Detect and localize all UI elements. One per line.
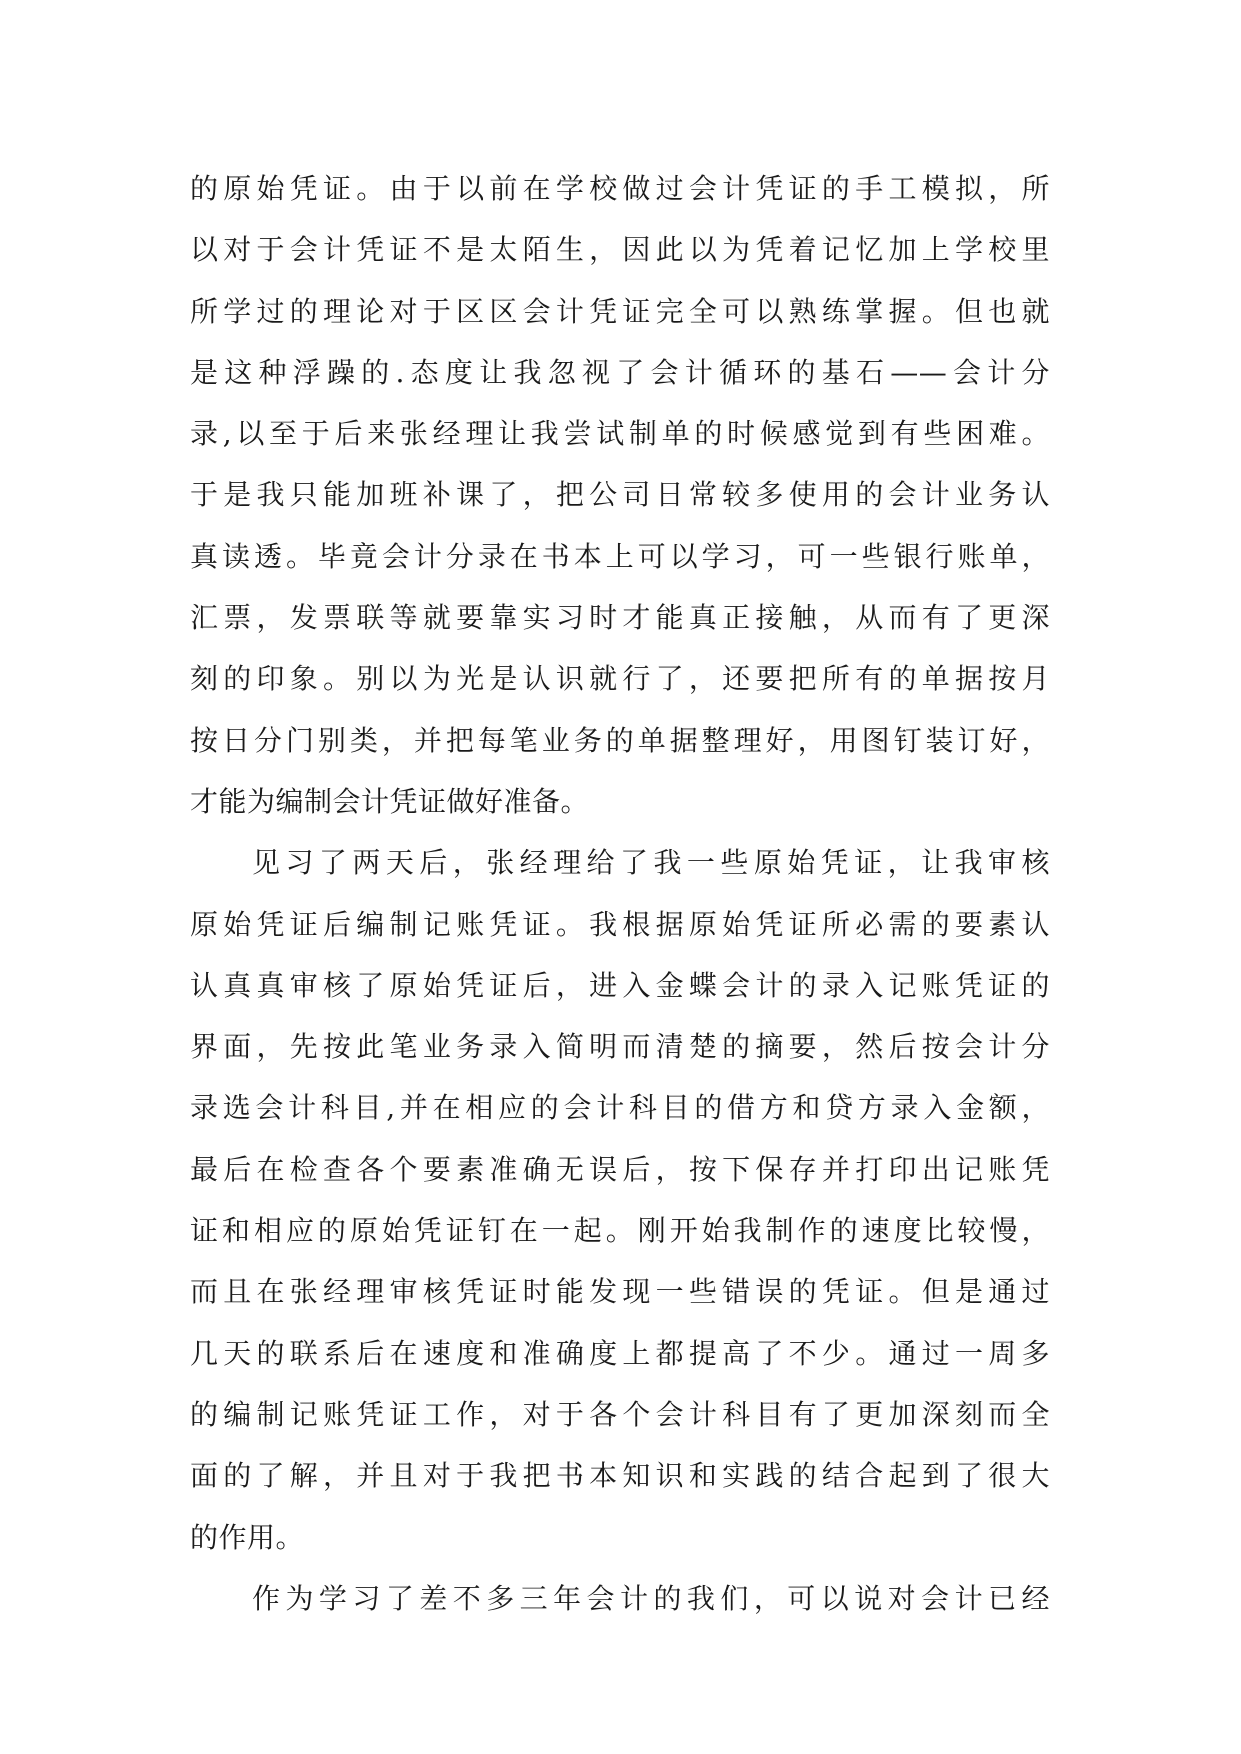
text-line: 认真真审核了原始凭证后，进入金蝶会计的录入记账凭证的 xyxy=(190,968,1050,1002)
text-line: 最后在检查各个要素准确无误后，按下保存并打印出记账凭 xyxy=(190,1152,1050,1186)
text-line: 才能为编制会计凭证做好准备。 xyxy=(190,784,590,818)
text-line: 面的了解，并且对于我把书本知识和实践的结合起到了很大 xyxy=(190,1459,1050,1493)
text-line: 的作用。 xyxy=(190,1520,305,1554)
text-line: 所学过的理论对于区区会计凭证完全可以熟练掌握。但也就 xyxy=(190,294,1050,328)
text-line: 原始凭证后编制记账凭证。我根据原始凭证所必需的要素认 xyxy=(190,907,1050,941)
text-line: 录选会计科目,并在相应的会计科目的借方和贷方录入金额， xyxy=(190,1091,1050,1125)
text-line: 录,以至于后来张经理让我尝试制单的时候感觉到有些困难。 xyxy=(190,417,1050,451)
text-line: 真读透。毕竟会计分录在书本上可以学习，可一些银行账单， xyxy=(190,539,1050,573)
text-line: 是这种浮躁的.态度让我忽视了会计循环的基石——会计分 xyxy=(190,355,1050,389)
body-text xyxy=(190,158,1050,1629)
text-line: 而且在张经理审核凭证时能发现一些错误的凭证。但是通过 xyxy=(190,1275,1050,1309)
text-line: 汇票，发票联等就要靠实习时才能真正接触，从而有了更深 xyxy=(190,601,1050,635)
text-line: 于是我只能加班补课了，把公司日常较多使用的会计业务认 xyxy=(190,478,1050,512)
text-line-indented: 见习了两天后，张经理给了我一些原始凭证，让我审核 xyxy=(252,846,1050,880)
text-line: 按日分门别类，并把每笔业务的单据整理好，用图钉装订好， xyxy=(190,723,1050,757)
text-line-indented: 作为学习了差不多三年会计的我们，可以说对会计已经 xyxy=(252,1581,1050,1615)
text-line: 证和相应的原始凭证钉在一起。刚开始我制作的速度比较慢， xyxy=(190,1214,1050,1248)
text-line: 的原始凭证。由于以前在学校做过会计凭证的手工模拟，所 xyxy=(190,172,1050,205)
text-line: 界面，先按此笔业务录入简明而清楚的摘要，然后按会计分 xyxy=(190,1030,1050,1064)
text-line: 以对于会计凭证不是太陌生，因此以为凭着记忆加上学校里 xyxy=(190,233,1050,267)
text-line: 的编制记账凭证工作，对于各个会计科目有了更加深刻而全 xyxy=(190,1397,1050,1431)
text-line: 刻的印象。别以为光是认识就行了，还要把所有的单据按月 xyxy=(190,662,1050,696)
text-line: 几天的联系后在速度和准确度上都提高了不少。通过一周多 xyxy=(190,1336,1050,1370)
